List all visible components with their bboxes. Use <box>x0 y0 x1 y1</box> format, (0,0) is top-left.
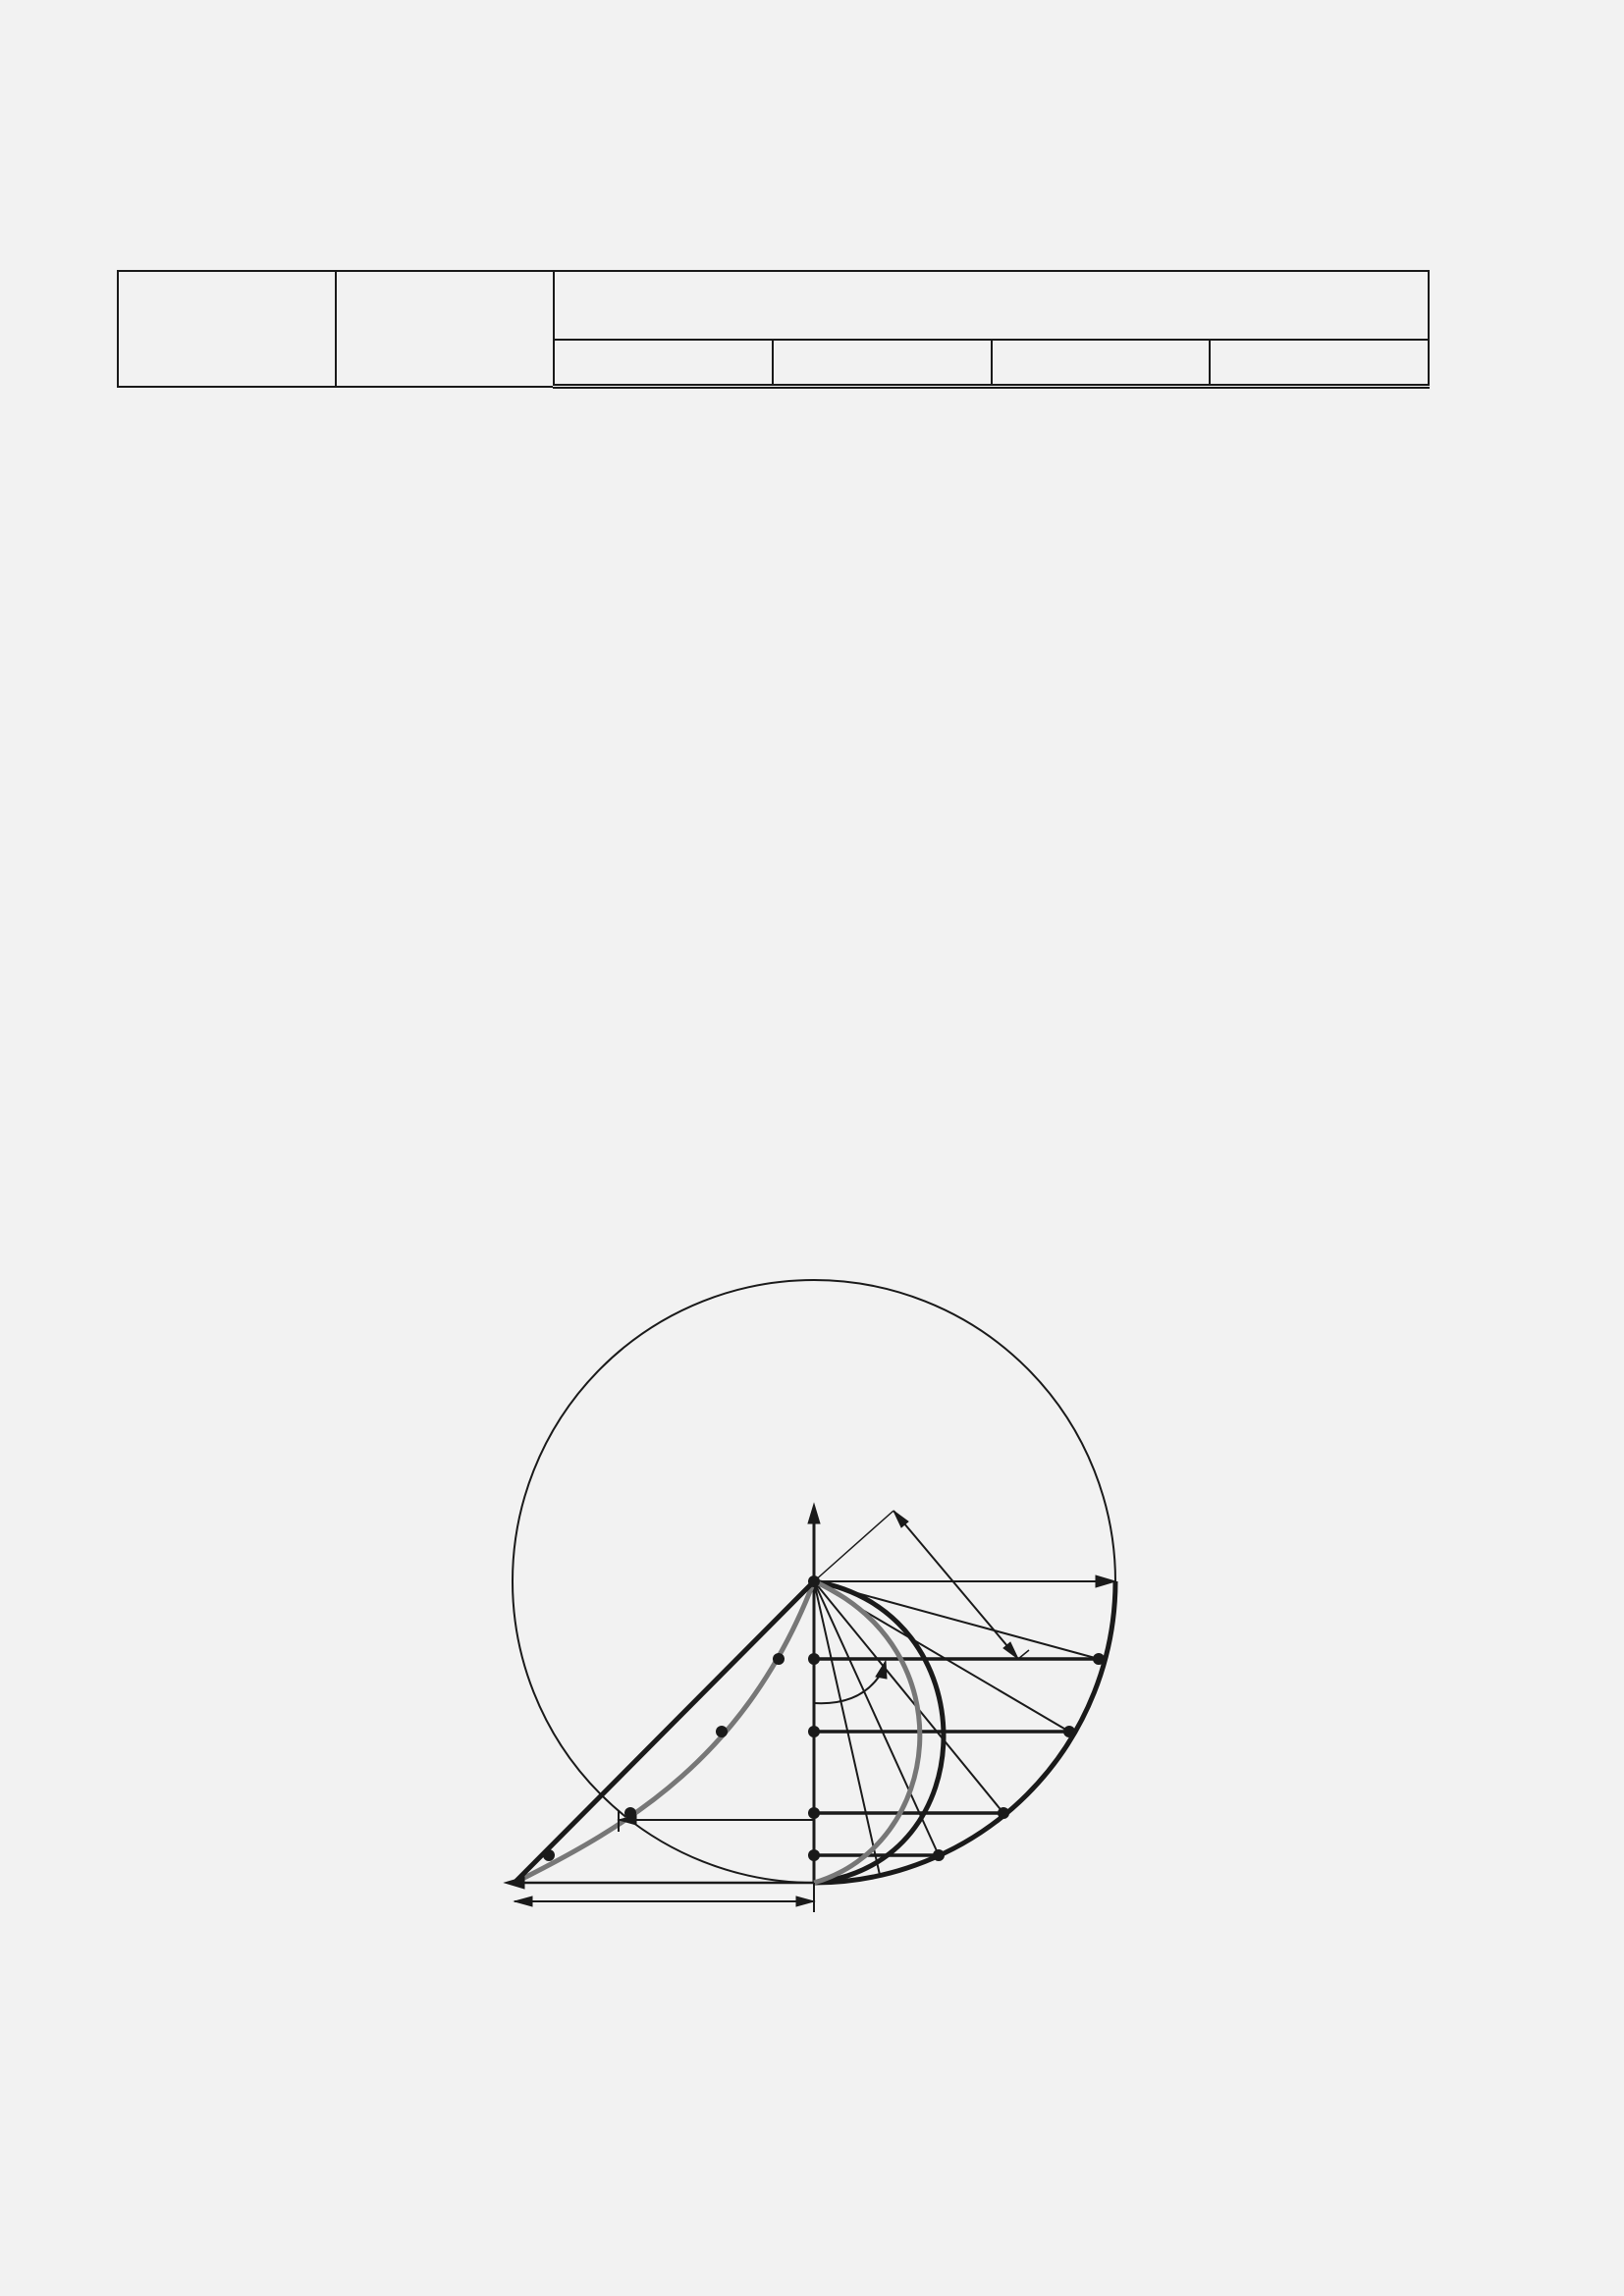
indicatrix-curve <box>514 1581 814 1883</box>
reflectance-header <box>992 340 1211 387</box>
ray-AO <box>814 1581 1003 1813</box>
unit-circle <box>513 1280 1115 1883</box>
dimension-li <box>893 1511 1018 1659</box>
y-axis-arrow <box>1096 1575 1115 1587</box>
transmission-table <box>117 270 1430 389</box>
points <box>543 1575 1105 1861</box>
f-arrow <box>505 1877 524 1889</box>
ray-AD <box>814 1581 939 1855</box>
alpha-arc <box>814 1669 884 1703</box>
group-header <box>554 271 1429 340</box>
col-beta-header <box>336 271 554 387</box>
circle-arc-thick <box>814 1581 1115 1883</box>
emitter-curve <box>814 1581 944 1883</box>
reflectance-header <box>1210 340 1429 387</box>
ray <box>814 1581 1069 1732</box>
diagonal-line <box>514 1581 814 1883</box>
reflectance-header <box>773 340 992 387</box>
x-axis-arrow <box>808 1504 820 1523</box>
ray <box>814 1581 1099 1659</box>
col-ld-header <box>118 271 336 387</box>
gray-curve <box>814 1581 920 1883</box>
reflectance-header <box>554 340 773 387</box>
ray <box>814 1581 880 1875</box>
